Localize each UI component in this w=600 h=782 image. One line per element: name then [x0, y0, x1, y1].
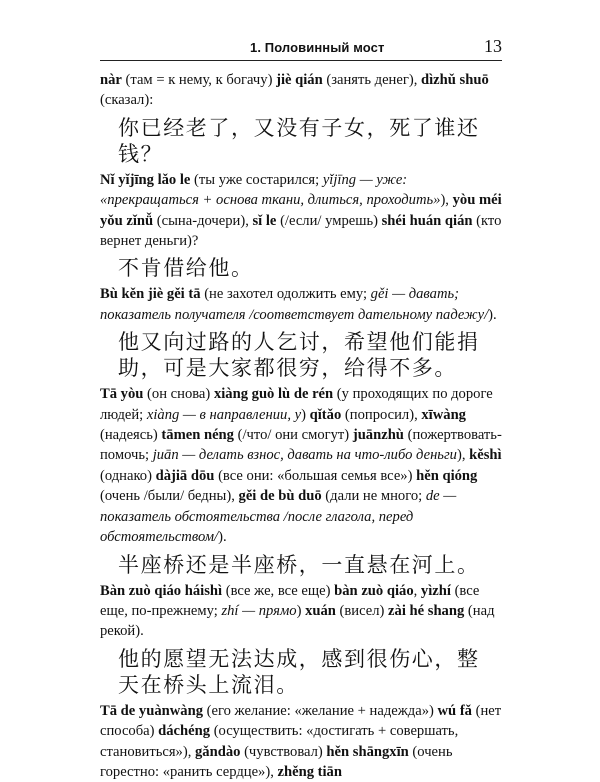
pinyin-term: kěshì	[469, 447, 502, 464]
pinyin-term: wú fǎ	[437, 702, 472, 719]
gloss-note: juān — делать взнос, давать на что-либо деньги	[152, 447, 457, 464]
translation-text: (/если/ умрешь)	[276, 212, 382, 229]
pinyin-term: Tā yòu	[100, 386, 144, 403]
pinyin-term: Nǐ yǐjīng lǎo le	[100, 171, 191, 188]
page-number: 13	[484, 36, 502, 56]
gloss-note: xiàng — в направлении, у	[146, 406, 302, 423]
pinyin-term: tāmen néng	[161, 427, 234, 444]
translation-text: (сына-дочери),	[153, 212, 253, 229]
translation-text: (занять денег),	[322, 72, 421, 88]
pinyin-term: Bàn zuò qiáo háishì	[100, 582, 223, 599]
translation-text: ).	[488, 306, 497, 323]
pinyin-term: yòu méi yǒu zǐnǚ	[100, 192, 502, 229]
pinyin-term: zài hé shang	[388, 602, 465, 619]
pinyin-term: hěn shāngxīn	[326, 743, 409, 760]
chinese-sentence: 他的愿望无法达成，感到很伤心，整天在桥头上流泪。	[118, 646, 480, 697]
pinyin-term: yìzhí	[420, 582, 451, 599]
page-body	[100, 70, 502, 782]
pinyin-term: xīwàng	[421, 406, 466, 423]
pinyin-term: nàr	[100, 72, 122, 88]
translation-paragraph	[100, 701, 502, 782]
pinyin-term: dàjiā dōu	[155, 467, 215, 484]
translation-paragraph	[100, 284, 502, 325]
pinyin-term: shéi huán qián	[381, 212, 473, 229]
pinyin-term: juānzhù	[352, 427, 404, 444]
translation-text: ).	[218, 529, 227, 546]
translation-text: ),	[456, 447, 470, 464]
pinyin-term: hěn qióng	[416, 467, 478, 484]
translation-text: (ты уже состарился;	[190, 171, 323, 188]
translation-text: (висел)	[335, 602, 389, 619]
chinese-sentence: 不肯借给他。	[118, 256, 254, 281]
pinyin-term: Tā de yuànwàng	[100, 702, 203, 719]
pinyin-term: gěi de bù duō	[238, 488, 322, 505]
translation-text: (все же, все еще)	[222, 582, 335, 599]
gloss-note: gěi — давать; показатель получателя /соответствует дательному падежу/	[100, 286, 489, 323]
translation-text: (там = к нему, к богачу)	[121, 72, 277, 88]
translation-text: (очень горестно: «ранить сердце»),	[100, 743, 453, 780]
translation-paragraph	[100, 581, 502, 642]
gloss-note: yǐjīng — уже: «прекращаться + основа ткани, длиться, проходить»	[100, 171, 441, 209]
translation-paragraph	[100, 70, 502, 111]
translation-paragraph	[100, 384, 502, 547]
pinyin-term: zhěng tiān	[277, 763, 342, 780]
pinyin-term: dáchéng	[158, 723, 211, 740]
chinese-sentence: 他又向过路的人乞讨，希望他们能捐助，可是大家都很穷，给得不多。	[118, 330, 480, 381]
translation-text: (дали не много;	[321, 488, 426, 505]
translation-text: (нет способа)	[100, 702, 502, 740]
translation-text: (попросил),	[341, 406, 422, 423]
translation-text: (он снова)	[143, 386, 214, 403]
translation-paragraph	[100, 170, 502, 252]
translation-text: ),	[440, 192, 453, 209]
pinyin-term: jiè qián	[276, 72, 323, 88]
page-header	[100, 32, 502, 61]
pinyin-term: xuán	[305, 602, 336, 619]
gloss-note: de — показатель обстоятельства /после глагола, перед обстоятельством/	[100, 488, 457, 546]
translation-text: (все они: «большая семья все»)	[214, 467, 417, 484]
chinese-sentence: 半座桥还是半座桥，一直悬在河上。	[118, 552, 480, 577]
translation-text: (осуществить: «достигать + совершать, становиться»),	[100, 723, 459, 760]
translation-text: (надеясь)	[100, 427, 162, 444]
translation-text: (однако)	[100, 467, 156, 484]
translation-text: (его желание: «желание + надежда»)	[203, 702, 438, 719]
pinyin-term: qǐtǎo	[309, 406, 342, 423]
translation-text: )	[296, 602, 306, 619]
translation-text: (не захотел одолжить ему;	[200, 286, 371, 303]
translation-text: (сказал):	[100, 92, 154, 109]
gloss-note: zhí — прямо	[221, 602, 297, 619]
chapter-title: 1. Половинный мост	[250, 40, 385, 55]
pinyin-term: Bù kěn jiè gěi tā	[100, 286, 201, 303]
chinese-sentence: 你已经老了，又没有子女，死了谁还钱？	[118, 115, 480, 166]
translation-text: ,	[413, 582, 421, 599]
translation-text: )	[301, 406, 310, 423]
translation-text: (у проходящих по дороге людей;	[100, 386, 493, 423]
translation-text: (/что/ они смогут)	[233, 427, 353, 444]
translation-text: (чувствовал)	[240, 743, 327, 760]
pinyin-term: sǐ le	[252, 212, 277, 229]
pinyin-term: xiàng guò lù de rén	[213, 386, 334, 403]
pinyin-term: dìzhǔ shuō	[421, 72, 489, 88]
pinyin-term: bàn zuò qiáo	[334, 582, 414, 599]
translation-text: (все еще, по-прежнему;	[100, 582, 480, 619]
pinyin-term: gǎndào	[195, 743, 241, 760]
translation-text: (очень /были/ бедны),	[100, 488, 239, 505]
translation-text: (над рекой).	[100, 602, 495, 640]
translation-text: (пожертвовать-помочь;	[100, 427, 502, 464]
translation-text: (кто вернет деньги)?	[100, 212, 502, 250]
